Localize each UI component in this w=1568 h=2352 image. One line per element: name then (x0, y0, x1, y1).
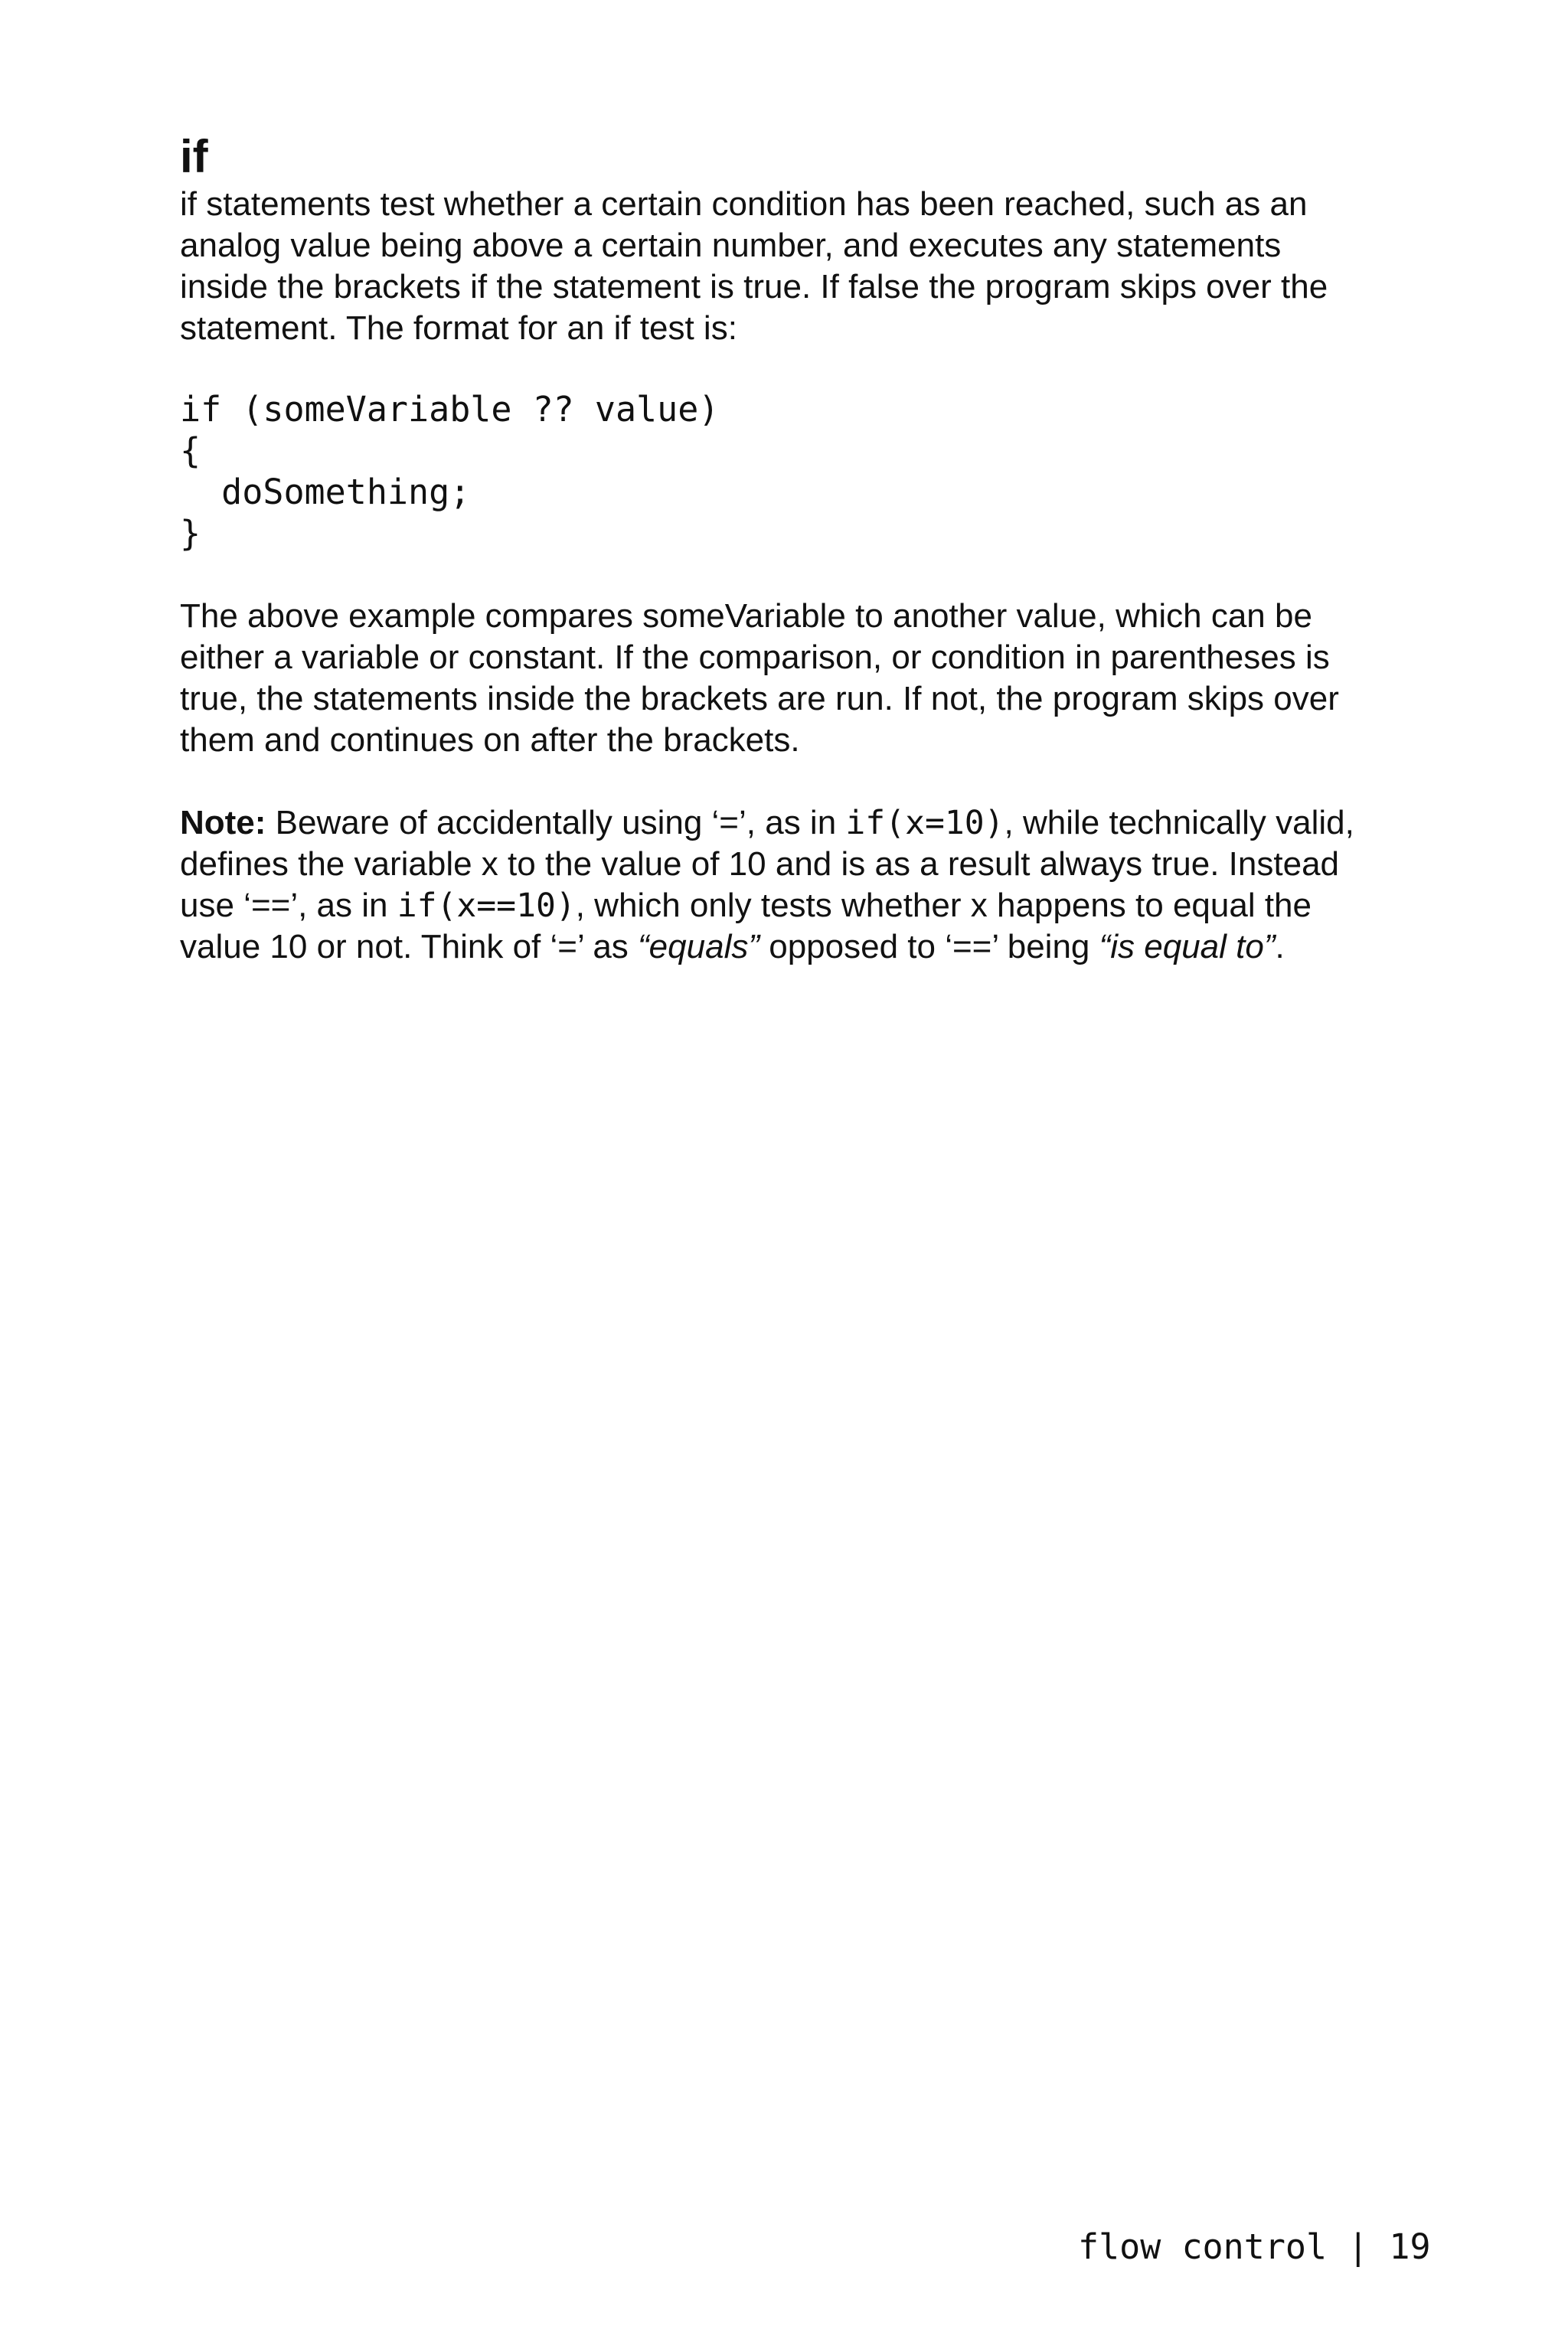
intro-line: inside the brackets if the statement is true. If false the program skips over the (180, 268, 1328, 305)
explanation-line: true, the statements inside the brackets are run. If not, the program skips over (180, 680, 1339, 717)
note-text: value 10 or not. Think of ‘=’ as (180, 928, 639, 965)
page-footer: flow control | 19 (1078, 2226, 1431, 2267)
inline-code: if(x==10) (397, 887, 576, 925)
note-line (180, 926, 1436, 968)
code-line: doSomething; (180, 472, 471, 512)
note-text: opposed to ‘==’ being (760, 928, 1099, 965)
note-paragraph (180, 802, 1436, 968)
note-label: Note: (180, 804, 266, 841)
note-line: defines the variable x to the value of 10 and is as a result always true. Instead (180, 845, 1340, 883)
note-text: , while technically valid, (1004, 804, 1354, 841)
intro-line: analog value being above a certain number, and executes any statements (180, 227, 1282, 264)
explanation-line: The above example compares someVariable to another value, which can be (180, 597, 1312, 635)
inline-code: if(x=10) (845, 804, 1004, 842)
explanation-line: either a variable or constant. If the comparison, or condition in parentheses is (180, 639, 1330, 676)
note-text: , which only tests whether x happens to equal the (575, 887, 1312, 924)
section-heading: if (180, 131, 208, 182)
note-text: . (1275, 928, 1285, 965)
note-line (180, 802, 1436, 844)
emphasis-text: “is equal to” (1099, 928, 1276, 965)
explanation-line: them and continues on after the brackets. (180, 721, 800, 759)
note-text: Beware of accidentally using ‘=’, as in (266, 804, 846, 841)
note-text: use ‘==’, as in (180, 887, 397, 924)
emphasis-text: “equals” (638, 928, 760, 965)
code-example (180, 389, 1436, 554)
code-line: } (180, 513, 201, 554)
intro-line: statement. The format for an if test is: (180, 309, 737, 347)
page-content (180, 130, 1436, 968)
intro-line: if statements test whether a certain condition has been reached, such as an (180, 185, 1308, 223)
explanation-paragraph (180, 596, 1436, 761)
intro-paragraph (180, 184, 1436, 349)
note-line (180, 885, 1436, 926)
code-line: { (180, 430, 201, 471)
code-line: if (someVariable ?? value) (180, 389, 720, 430)
